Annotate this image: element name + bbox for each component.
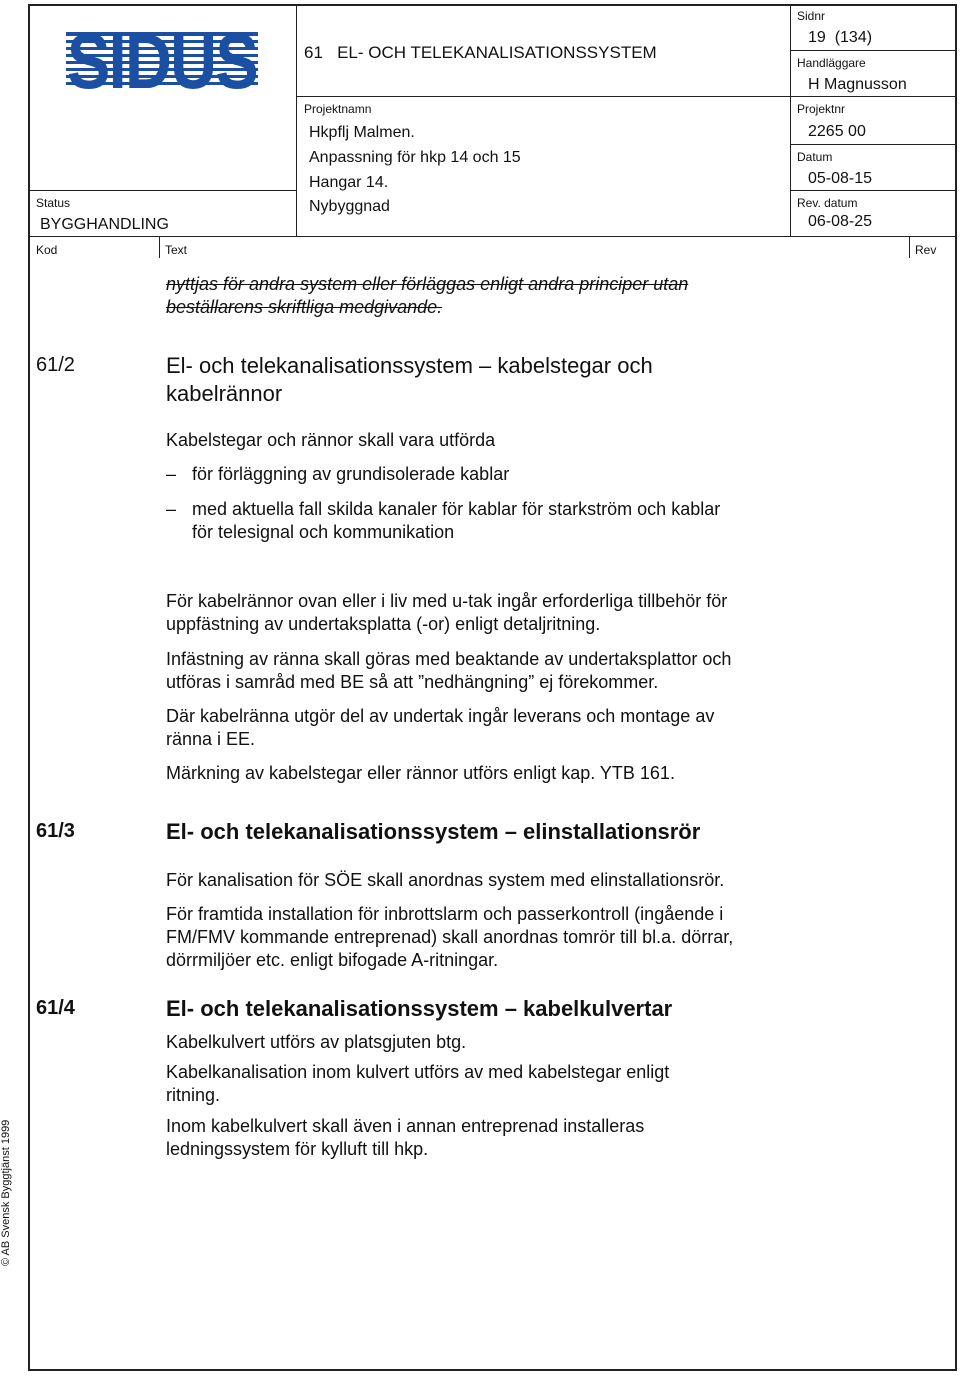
projektnamn-line: Nybyggnad: [309, 198, 390, 215]
section-heading: El- och telekanalisationssystem – elinstallationsrör: [166, 819, 701, 844]
header-line-status: [28, 190, 296, 191]
sidnr-label: Sidnr: [797, 9, 826, 23]
datum-value: 05-08-15: [808, 170, 873, 187]
paragraph-line: Kabelkulvert utförs av platsgjuten btg.: [166, 1032, 467, 1052]
paragraph-line: FM/FMV kommande entreprenad) skall anordnas tomrör till bl.a. dörrar,: [166, 927, 734, 947]
projektnamn-label: Projektnamn: [304, 102, 372, 116]
paragraph-line: För kanalisation för SÖE skall anordnas system med elinstallationsrör.: [166, 870, 725, 890]
header-divider-logo: [296, 4, 297, 236]
bullet-text: för förläggning av grundisolerade kablar: [192, 464, 510, 484]
projektnamn-line: Anpassning för hkp 14 och 15: [309, 149, 521, 166]
paragraph-line: ledningssystem för kylluft till hkp.: [166, 1139, 429, 1159]
handlaggare-value: H Magnusson: [808, 76, 907, 93]
dash-bullet: –: [166, 464, 177, 484]
projektnr-value: 2265 00: [808, 123, 866, 140]
paragraph-line: dörrmiljöer etc. enligt bifogade A-ritningar.: [166, 950, 499, 970]
paragraph-line: utföras i samråd med BE så att ”nedhängning” ej förekommer.: [166, 672, 659, 692]
col-header-text: Text: [165, 243, 188, 257]
copyright-note: © AB Svensk Byggtjänst 1999: [0, 1119, 12, 1266]
header-line-bottom: [28, 236, 957, 237]
bullet-text: med aktuella fall skilda kanaler för kablar för starkström och kablar: [192, 499, 721, 519]
projektnamn-line: Hkpflj Malmen.: [309, 124, 415, 141]
col-divider-kod: [159, 236, 160, 258]
revdatum-label: Rev. datum: [797, 196, 858, 210]
paragraph-line: Märkning av kabelstegar eller rännor utförs enligt kap. YTB 161.: [166, 763, 675, 783]
section-heading: El- och telekanalisationssystem – kabelkulvertar: [166, 996, 673, 1021]
section-title: 61 EL- OCH TELEKANALISATIONSSYSTEM: [304, 43, 657, 62]
status-label: Status: [36, 196, 71, 210]
logo-text: SIDUS: [67, 17, 257, 105]
section-code: 61/4: [36, 997, 75, 1019]
paragraph-line: För kabelrännor ovan eller i liv med u-tak ingår erforderliga tillbehör för: [166, 591, 728, 611]
header-line-sidnr: [790, 50, 957, 51]
bullet-text: för telesignal och kommunikation: [192, 522, 455, 542]
paragraph-line: Infästning av ränna skall göras med beaktande av undertaksplattor och: [166, 649, 732, 669]
handlaggare-label: Handläggare: [797, 56, 866, 70]
paragraph-line: För framtida installation för inbrottslarm och passerkontroll (ingående i: [166, 904, 724, 924]
section-heading-line: kabelrännor: [166, 381, 283, 406]
sidus-logo: [66, 17, 258, 105]
paragraph-line: ritning.: [166, 1085, 221, 1105]
section-code: 61/2: [36, 354, 75, 376]
header-line-projektnr: [790, 144, 957, 145]
paragraph-line: Kabelstegar och rännor skall vara utförda: [166, 430, 496, 450]
section-heading-line: El- och telekanalisationssystem – kabelstegar och: [166, 353, 653, 378]
col-header-kod: Kod: [36, 243, 58, 257]
paragraph-line: Inom kabelkulvert skall även i annan entreprenad installeras: [166, 1116, 645, 1136]
datum-label: Datum: [797, 150, 833, 164]
paragraph-line: Där kabelränna utgör del av undertak ingår leverans och montage av: [166, 706, 715, 726]
header-divider-right: [790, 4, 791, 236]
struck-text-line: nyttjas för andra system eller förläggas enligt andra principer utan: [166, 274, 689, 294]
revdatum-value: 06-08-25: [808, 213, 873, 230]
dash-bullet: –: [166, 499, 177, 519]
header-line-datum: [790, 190, 957, 191]
col-header-rev: Rev: [915, 243, 937, 257]
struck-text-line: beställarens skriftliga medgivande.: [166, 297, 443, 317]
paragraph-line: ränna i EE.: [166, 729, 256, 749]
paragraph-line: Kabelkanalisation inom kulvert utförs av med kabelstegar enligt: [166, 1062, 670, 1082]
header-line-title: [296, 96, 957, 97]
col-divider-rev: [909, 236, 910, 258]
sidnr-value: 19 (134): [808, 29, 873, 46]
section-code: 61/3: [36, 820, 75, 842]
paragraph-line: uppfästning av undertaksplatta (-or) enligt detaljritning.: [166, 614, 601, 634]
projektnamn-line: Hangar 14.: [309, 174, 389, 191]
status-value: BYGGHANDLING: [40, 216, 169, 233]
projektnr-label: Projektnr: [797, 102, 846, 116]
